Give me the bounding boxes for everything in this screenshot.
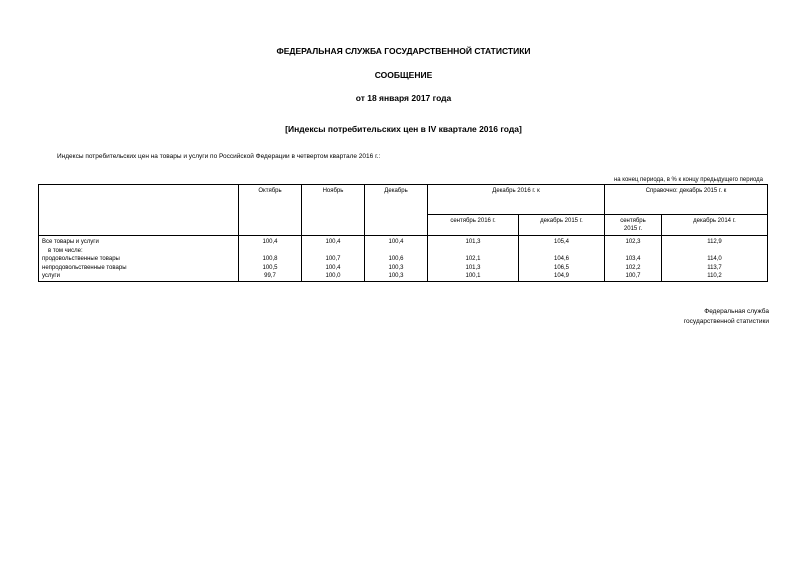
subcol-header-dec2015: декабрь 2015 г. [519, 215, 605, 236]
group-header-dec2016-text: Декабрь 2016 г. к [492, 188, 540, 194]
cell-value [519, 247, 605, 256]
group-header-reference: Справочно: декабрь 2015 г. к [605, 185, 768, 215]
subcol-header-sep2015-text: сентябрь 2015 г. [620, 218, 646, 232]
cell-value: 103,4 [605, 255, 662, 264]
cell-value: 100,5 [239, 264, 302, 273]
row-label: Все товары и услуги [39, 236, 239, 247]
cell-value: 100,0 [302, 272, 365, 281]
cell-value: 110,2 [662, 272, 768, 281]
cell-value: 100,7 [605, 272, 662, 281]
group-header-dec2016 [428, 185, 605, 215]
cell-value: 106,5 [519, 264, 605, 273]
signature-line-1: Федеральная служба [704, 308, 769, 315]
message-date: от 18 января 2017 года [355, 93, 452, 103]
cell-value: 99,7 [239, 272, 302, 281]
cell-value [662, 247, 768, 256]
cell-value: 100,3 [365, 272, 428, 281]
cpi-table [38, 184, 768, 282]
col-header-october: Октябрь [239, 185, 302, 236]
cell-value: 100,4 [239, 236, 302, 247]
cell-value [605, 247, 662, 256]
subcol-header-dec2014: декабрь 2014 г. [662, 215, 768, 236]
message-title: СООБЩЕНИЕ [374, 70, 433, 80]
cell-value: 105,4 [519, 236, 605, 247]
intro-text: Индексы потребительских цен на товары и услуги по Российской Федерации в четвертом квартале 2016 г.: [57, 153, 381, 160]
cell-value: 100,1 [428, 272, 519, 281]
table-row [39, 272, 768, 281]
subcol-header-sep2016: сентябрь 2016 г. [428, 215, 519, 236]
cell-value: 100,7 [302, 255, 365, 264]
cell-value: 100,8 [239, 255, 302, 264]
cell-value: 102,3 [605, 236, 662, 247]
cell-value: 100,4 [302, 264, 365, 273]
signature-line-2: государственной статистики [683, 318, 769, 325]
signature-block [684, 307, 769, 327]
unit-note: на конец периода, в % к концу предыдущего периода [613, 177, 763, 183]
cell-value [365, 247, 428, 256]
row-label-header [39, 185, 239, 236]
cell-value: 114,0 [662, 255, 768, 264]
message-subject: [Индексы потребительских цен в IV квартале 2016 года] [285, 124, 522, 134]
cell-value: 113,7 [662, 264, 768, 273]
cell-value: 104,9 [519, 272, 605, 281]
table-row [39, 255, 768, 264]
cell-value: 102,1 [428, 255, 519, 264]
cell-value: 101,3 [428, 264, 519, 273]
cell-value: 102,2 [605, 264, 662, 273]
table-row [39, 264, 768, 273]
cell-value: 100,4 [302, 236, 365, 247]
cell-value [428, 247, 519, 256]
cell-value: 101,3 [428, 236, 519, 247]
row-label: продовольственные товары [39, 255, 239, 264]
organization-title: ФЕДЕРАЛЬНАЯ СЛУЖБА ГОСУДАРСТВЕННОЙ СТАТИСТИКИ [276, 46, 531, 56]
cell-value: 100,3 [365, 264, 428, 273]
subcol-header-sep2015 [605, 215, 662, 236]
cell-value: 112,9 [662, 236, 768, 247]
cell-value: 104,6 [519, 255, 605, 264]
table-row [39, 247, 768, 256]
col-header-december: Декабрь [365, 185, 428, 236]
row-label: непродовольственные товары [39, 264, 239, 273]
cell-value: 100,4 [365, 236, 428, 247]
row-label: услуги [39, 272, 239, 281]
row-label: в том числе: [39, 247, 239, 256]
table-row [39, 236, 768, 247]
cell-value [302, 247, 365, 256]
col-header-november: Ноябрь [302, 185, 365, 236]
cell-value: 100,6 [365, 255, 428, 264]
cell-value [239, 247, 302, 256]
